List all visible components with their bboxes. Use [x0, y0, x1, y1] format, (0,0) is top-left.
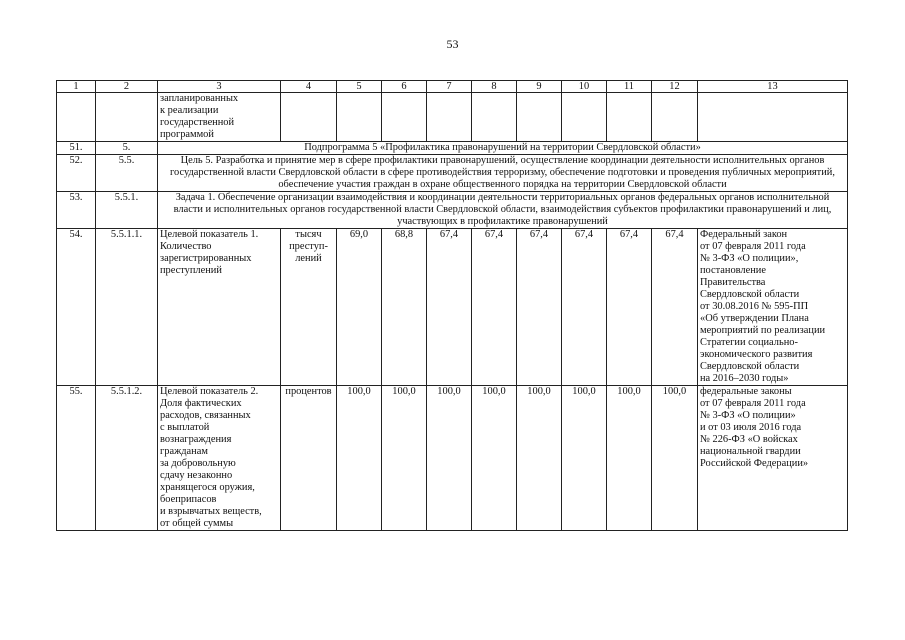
header-cell: 6 — [382, 81, 427, 93]
unit-cell: процентов — [281, 386, 337, 531]
row-number-cell: 54. — [57, 229, 96, 386]
row-code-cell: 5.5.1.2. — [96, 386, 158, 531]
indicator-cell: Целевой показатель 1. Количество зарегистрированных преступлений — [158, 229, 281, 386]
goal-row — [57, 155, 848, 192]
header-row — [57, 81, 848, 93]
header-cell: 9 — [517, 81, 562, 93]
row-code-cell: 5.5.1. — [96, 192, 158, 229]
value-cell: 69,0 — [337, 229, 382, 386]
source-cell: федеральные законы от 07 февраля 2011 года № 3-ФЗ «О полиции» и от 03 июля 2016 года № 226-ФЗ «О войсках национальной гвардии Российской Федерации» — [698, 386, 848, 531]
header-cell: 8 — [472, 81, 517, 93]
unit-cell: тысяч преступ- лений — [281, 229, 337, 386]
value-cell: 67,4 — [427, 229, 472, 386]
value-cell — [337, 93, 382, 142]
value-cell: 100,0 — [382, 386, 427, 531]
row-number-cell — [57, 93, 96, 142]
value-cell: 68,8 — [382, 229, 427, 386]
value-cell — [472, 93, 517, 142]
value-cell — [517, 93, 562, 142]
task-text: Задача 1. Обеспечение организации взаимодействия и координации деятельности территориальных органов федеральных органов исполнительной власти и исполнительных органов государственной власти Свердловской области, взаимодействия субъектов профилактики правонарушений и лиц, участвующих в профилактике правонарушений — [158, 192, 848, 229]
value-cell: 100,0 — [562, 386, 607, 531]
header-cell: 7 — [427, 81, 472, 93]
value-cell: 67,4 — [517, 229, 562, 386]
unit-cell — [281, 93, 337, 142]
header-cell: 10 — [562, 81, 607, 93]
continuation-row — [57, 93, 848, 142]
subprogram-title: Подпрограмма 5 «Профилактика правонарушений на территории Свердловской области» — [158, 142, 848, 155]
value-cell: 100,0 — [652, 386, 698, 531]
page-number: 53 — [446, 37, 459, 51]
table-row — [57, 229, 848, 386]
header-cell: 12 — [652, 81, 698, 93]
row-code-cell: 5. — [96, 142, 158, 155]
indicators-table — [56, 80, 848, 531]
value-cell: 67,4 — [607, 229, 652, 386]
indicator-cell: Целевой показатель 2. Доля фактических расходов, связанных с выплатой вознаграждения гражданам за добровольную сдачу незаконно хранящегося оружия, боеприпасов и взрывчатых веществ, от общей суммы — [158, 386, 281, 531]
value-cell — [427, 93, 472, 142]
value-cell — [607, 93, 652, 142]
header-cell: 3 — [158, 81, 281, 93]
header-cell: 2 — [96, 81, 158, 93]
value-cell: 67,4 — [472, 229, 517, 386]
value-cell: 67,4 — [562, 229, 607, 386]
table-row — [57, 386, 848, 531]
task-row — [57, 192, 848, 229]
source-cell: Федеральный закон от 07 февраля 2011 года № 3-ФЗ «О полиции», постановление Правительства Свердловской области от 30.08.2016 № 595-ПП «Об утверждении Плана мероприятий по реализации Стратегии социально- экономического развития Свердловской области на 2016–2030 годы» — [698, 229, 848, 386]
header-cell: 13 — [698, 81, 848, 93]
value-cell: 100,0 — [427, 386, 472, 531]
value-cell: 100,0 — [607, 386, 652, 531]
value-cell — [652, 93, 698, 142]
header-cell: 4 — [281, 81, 337, 93]
header-cell: 1 — [57, 81, 96, 93]
value-cell: 67,4 — [652, 229, 698, 386]
row-number-cell: 55. — [57, 386, 96, 531]
header-cell: 5 — [337, 81, 382, 93]
subprogram-row — [57, 142, 848, 155]
goal-text: Цель 5. Разработка и принятие мер в сфере профилактики правонарушений, осуществление координации деятельности исполнительных органов государственной власти Свердловской области в сфере противодействия терроризму, обеспечение подготовки и проведения публичных мероприятий, обеспечение участия граждан в охране общественного порядка на территории Свердловской области — [158, 155, 848, 192]
header-cell: 11 — [607, 81, 652, 93]
value-cell: 100,0 — [517, 386, 562, 531]
row-code-cell: 5.5.1.1. — [96, 229, 158, 386]
row-number-cell: 52. — [57, 155, 96, 192]
row-number-cell: 51. — [57, 142, 96, 155]
source-cell — [698, 93, 848, 142]
value-cell — [382, 93, 427, 142]
row-number-cell: 53. — [57, 192, 96, 229]
value-cell: 100,0 — [472, 386, 517, 531]
row-code-cell: 5.5. — [96, 155, 158, 192]
value-cell — [562, 93, 607, 142]
indicator-cell: запланированных к реализации государственной программой — [158, 93, 281, 142]
value-cell: 100,0 — [337, 386, 382, 531]
row-code-cell — [96, 93, 158, 142]
